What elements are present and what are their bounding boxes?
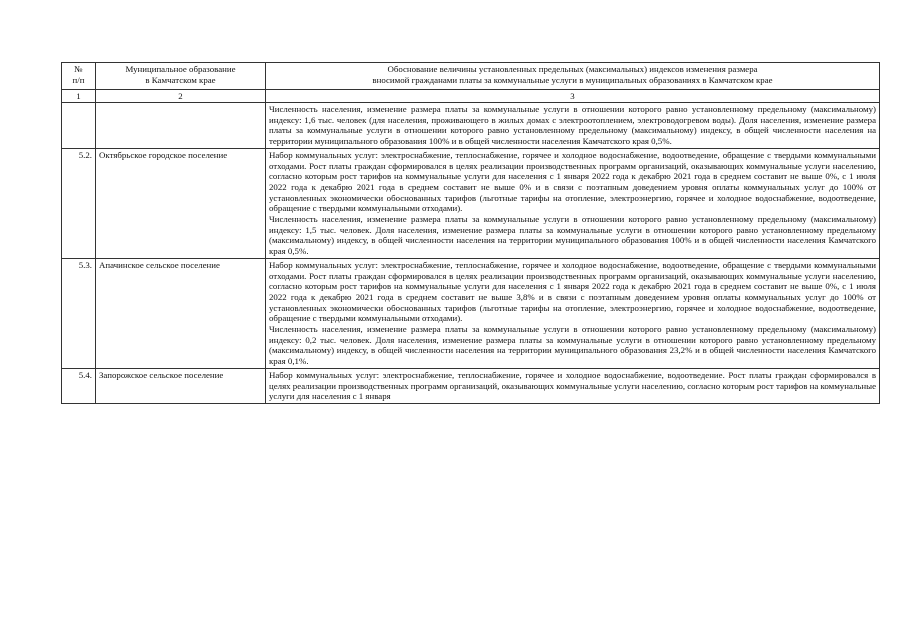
municipality-name: Запорожское сельское поселение — [96, 368, 266, 403]
justification-paragraph: Численность населения, изменение размера платы за коммунальные услуги в отношении которого равно установленному предельному (максимальному) индексу: 1,5 тыс. человек. Доля населения, изменение размера платы за коммунальные услуги в отношении которого равно установленному предельному (максимальному) индексу, в общей численности населения на территории муниципального образования 100% и в общей численности населения Камчатского края 0,5%. — [269, 214, 876, 257]
table-body — [62, 63, 880, 404]
table-row — [62, 368, 880, 403]
justification-text — [266, 148, 880, 258]
table-header-row — [62, 63, 880, 90]
column-number-3: 3 — [266, 90, 880, 103]
justification-paragraph: Набор коммунальных услуг: электроснабжение, теплоснабжение, горячее и холодное водоснабжение, водоотведение. Рост платы граждан сформировался в целях реализации производственных программ организаций, оказывающих коммунальные услуги населению, согласно которым рост тарифов на коммунальные услуги для населения с 1 января — [269, 369, 876, 402]
row-number: 5.2. — [62, 148, 96, 258]
row-number — [62, 103, 96, 149]
justification-paragraph: Численность населения, изменение размера платы за коммунальные услуги в отношении которого равно установленному предельному (максимальному) индексу: 0,2 тыс. человек. Доля населения, изменение размера платы за коммунальные услуги в отношении которого равно установленному предельному (максимальному) индексу, в общей численности населения на территории муниципального образования 23,2% и в общей численности населения Камчатского края 0,1%. — [269, 324, 876, 367]
justification-text — [266, 258, 880, 368]
header-justification: Обоснование величины установленных предельных (максимальных) индексов изменения размера вносимой гражданами платы за коммунальные услуги в муниципальных образованиях в Камчатском крае — [266, 63, 880, 90]
table-row — [62, 103, 880, 149]
municipality-name: Апачинское сельское поселение — [96, 258, 266, 368]
row-number: 5.4. — [62, 368, 96, 403]
column-numbers-row — [62, 90, 880, 103]
justification-text — [266, 368, 880, 403]
table-row — [62, 258, 880, 368]
justification-paragraph: Набор коммунальных услуг: электроснабжение, теплоснабжение, горячее и холодное водоснабжение, водоотведение, обращение с твердыми коммунальными отходами. Рост платы граждан сформировался в целях реализации производственных программ организаций, оказывающих коммунальные услуги населению, согласно которым рост тарифов на коммунальные услуги для населения с 1 января 2022 года к декабрю 2021 года в среднем составит не выше 0%, с 1 июля 2022 года к декабрю 2021 года в среднем составит не выше 3,8% и в связи с поэтапным доведением уровня оплаты коммунальных услуг до 100% от установленных экономически обоснованных тарифов (льготные тарифы на отопление, электроэнергию, горячее и холодное водоснабжение, водоотведение, обращение с твердыми коммунальными отходами). — [269, 259, 876, 324]
municipality-name: Октябрьское городское поселение — [96, 148, 266, 258]
header-municipality: Муниципальное образование в Камчатском крае — [96, 63, 266, 90]
column-number-1: 1 — [62, 90, 96, 103]
header-number: № п/п — [62, 63, 96, 90]
row-number: 5.3. — [62, 258, 96, 368]
tariff-justification-table — [61, 62, 880, 404]
column-number-2: 2 — [96, 90, 266, 103]
justification-text — [266, 103, 880, 149]
table-row — [62, 148, 880, 258]
justification-paragraph: Численность населения, изменение размера платы за коммунальные услуги в отношении которого равно установленному предельному (максимальному) индексу: 1,6 тыс. человек (для населения, проживающего в жилых домах с электроотоплением, электроводогревом воды). Доля населения, изменение размера платы за коммунальные услуги в отношении которого равно установленному предельному (максимальному) индексу, в общей численности населения на территории муниципального образования 100% и в общей численности населения Камчатского края 0,5%. — [269, 104, 876, 147]
municipality-name — [96, 103, 266, 149]
justification-paragraph: Набор коммунальных услуг: электроснабжение, теплоснабжение, горячее и холодное водоснабжение, водоотведение, обращение с твердыми коммунальными отходами. Рост платы граждан сформировался в целях реализации производственных программ организаций, оказывающих коммунальные услуги населению, согласно которым рост тарифов на коммунальные услуги для населения с 1 января 2022 года к декабрю 2021 года в среднем составит не выше 0%, с 1 июля 2022 года к декабрю 2021 года в среднем составит не выше 0% и в связи с поэтапным доведением уровня оплаты коммунальных услуг до 100% от установленных экономически обоснованных тарифов (льготные тарифы на отопление, электроэнергию, горячее и холодное водоснабжение, водоотведение, обращение с твердыми коммунальными отходами). — [269, 149, 876, 214]
